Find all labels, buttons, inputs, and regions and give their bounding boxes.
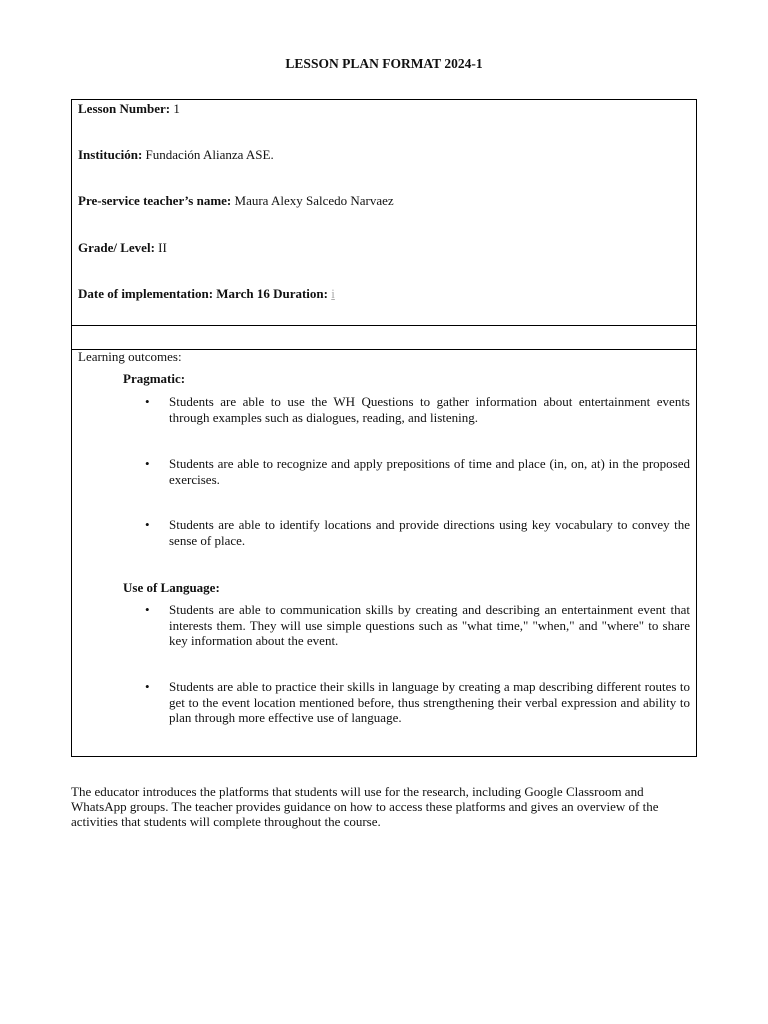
platforms-paragraph: The educator introduces the platforms that students will use for the research, including Google Classroom and WhatsApp groups. The teacher provides guidance on how to access these platforms and gives an overview of the activities that students will complete throughout the course. <box>71 784 659 829</box>
lesson-number-value: 1 <box>173 101 180 116</box>
list-item-text: Students are able to practice their skills in language by creating a map describing different routes to get to the event location mentioned before, thus strengthening their verbal expression and ability to plan through more effective use of language. <box>169 679 690 725</box>
list-item-text: Students are able to identify locations and provide directions using key vocabulary to convey the sense of place. <box>169 517 690 548</box>
bullet-icon: • <box>145 602 150 617</box>
bullet-icon: • <box>145 517 150 532</box>
grade-level-label: Grade/ Level: <box>78 240 155 255</box>
bullet-icon: • <box>145 679 150 694</box>
page-title: LESSON PLAN FORMAT 2024-1 <box>285 56 483 71</box>
institution-label: Institución: <box>78 147 143 162</box>
date-duration-label: Date of implementation: March 16 Duration: <box>78 286 328 301</box>
grade-level-value: II <box>158 240 167 255</box>
teacher-name-label: Pre-service teacher’s name: <box>78 193 232 208</box>
teacher-name-value: Maura Alexy Salcedo Narvaez <box>234 193 394 208</box>
pragmatic-heading: Pragmatic: <box>123 371 186 386</box>
institution-field <box>78 147 274 163</box>
empty-row <box>72 325 696 350</box>
lesson-info-section <box>72 100 696 326</box>
list-item-text: Students are able to use the WH Questions to gather information about entertainment events through examples such as dialogues, reading, and listening. <box>169 394 690 425</box>
bullet-icon: • <box>145 394 150 409</box>
list-item-text: Students are able to communication skills by creating and describing an entertainment event that interests them. They will use simple questions such as "what time," "when," and "where" to share key information about the event. <box>169 602 690 648</box>
grade-level-field <box>78 240 167 256</box>
bullet-icon: • <box>145 456 150 471</box>
teacher-name-field <box>78 193 394 209</box>
use-of-language-heading: Use of Language: <box>123 580 220 595</box>
lesson-plan-table <box>71 99 697 757</box>
lesson-number-label: Lesson Number: <box>78 101 171 116</box>
lesson-number-field <box>78 101 180 117</box>
duration-value: i <box>331 286 335 301</box>
date-duration-field <box>78 286 335 302</box>
learning-outcomes-label: Learning outcomes: <box>78 349 182 364</box>
list-item-text: Students are able to recognize and apply prepositions of time and place (in, on, at) in the proposed exercises. <box>169 456 690 487</box>
institution-value: Fundación Alianza ASE. <box>145 147 274 162</box>
